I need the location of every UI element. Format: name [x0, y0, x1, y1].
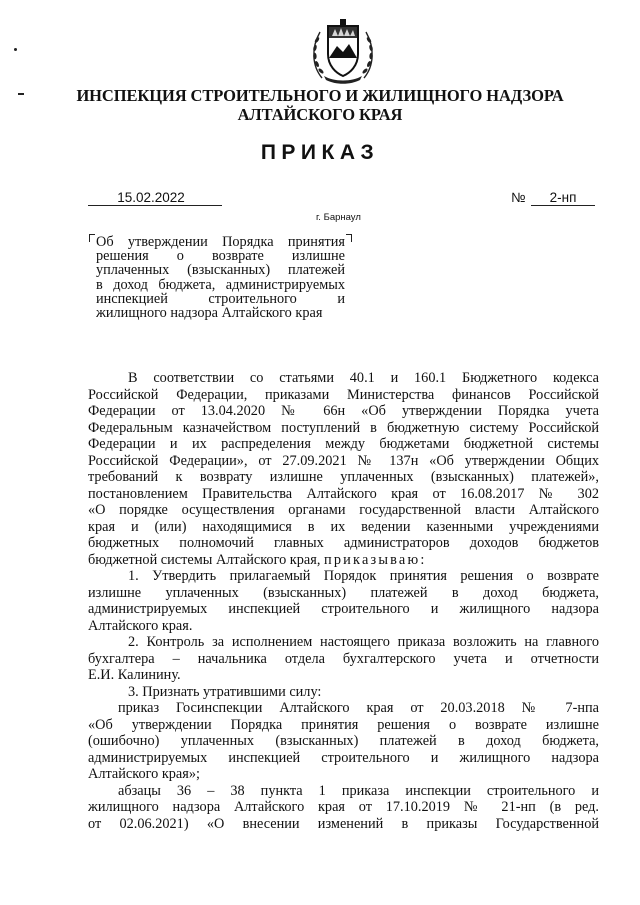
body-line: жилищного надзора Алтайского края от 17.10.2019 № 21-нп (в ред.: [88, 799, 599, 815]
order-number: 2-нп: [531, 190, 595, 206]
body-line: [88, 552, 599, 569]
order-body: [88, 370, 599, 832]
body-line: 2. Контроль за исполнением настоящего приказа возложить на главного: [128, 634, 599, 650]
body-line: абзацы 36 – 38 пункта 1 приказа инспекции строительного и: [118, 782, 599, 799]
body-line: Алтайского края»;: [88, 766, 200, 782]
organization-region: АЛТАЙСКОГО КРАЯ: [237, 105, 403, 124]
order-city: г. Барнаул: [316, 212, 361, 223]
body-line: 3. Признать утратившими силу:: [128, 683, 322, 700]
body-line: В соответствии со статьями 40.1 и 160.1 Бюджетного кодекса: [128, 370, 599, 386]
body-line: Федерации и их распределения между бюджетами бюджетной системы: [88, 436, 599, 452]
document-type-title: ПРИКАЗ: [260, 141, 380, 164]
organization-name: ИНСПЕКЦИЯ СТРОИТЕЛЬНОГО И ЖИЛИЩНОГО НАДЗОРА: [76, 86, 564, 105]
body-line: требований к возврату излишне уплаченных (взысканных) платежей»,: [88, 469, 599, 485]
body-line: Федерации от 13.04.2020 № 66н «Об утверждении Порядка учета: [88, 403, 599, 419]
body-line-text: бюджетной системы Алтайского края,: [88, 551, 321, 568]
subject-line: инспекцией строительного и: [96, 291, 345, 306]
body-line: от 02.06.2021) «О внесении изменений в приказы Государственной: [88, 815, 599, 832]
body-line: приказ Госинспекции Алтайского края от 20.03.2018 № 7-нпа: [118, 700, 599, 716]
body-line: (ошибочно) уплаченных (взысканных) платежей в доход бюджета,: [88, 733, 599, 749]
body-line: администрируемых инспекцией строительного и жилищного надзора: [88, 749, 599, 766]
body-line: администрируемых инспекцией строительного и жилищного надзора: [88, 601, 599, 617]
subject-bracket-left: [89, 234, 95, 242]
body-line: Алтайского края.: [88, 617, 193, 634]
subject-bracket-right: [346, 234, 352, 242]
order-subject: [96, 235, 345, 320]
order-number-label: №: [511, 190, 526, 205]
body-line: 1. Утвердить прилагаемый Порядок принятия решения о возврате: [128, 568, 599, 584]
subject-line: жилищного надзора Алтайского края: [96, 305, 323, 321]
body-line: излишне уплаченных (взысканных) платежей в доход бюджета,: [88, 584, 599, 601]
subject-line: в доход бюджета, администрируемых: [96, 277, 345, 292]
body-line: Российской Федерации, приказами Министерства финансов Российской: [88, 386, 599, 403]
body-line: «Об утверждении Порядка принятия решения о возврате излишне: [88, 716, 599, 733]
body-line: постановлением Правительства Алтайского края от 16.08.2017 № 302: [88, 485, 599, 502]
body-line: бюджетных полномочий главных администраторов доходов бюджетов: [88, 535, 599, 551]
subject-line: решения о возврате излишне: [96, 249, 345, 264]
body-line: Российской Федерации», от 27.09.2021 № 137н «Об утверждении Общих: [88, 452, 599, 469]
body-line: Е.И. Калинину.: [88, 667, 181, 683]
body-line: Федеральным казначейством поступлений в бюджетную систему Российской: [88, 419, 599, 436]
body-line: бухгалтера – начальника отдела бухгалтерского учета и отчетности: [88, 650, 599, 667]
coat-of-arms-icon: [308, 14, 378, 86]
subject-line: Об утверждении Порядка принятия: [96, 235, 345, 250]
order-decree-word: приказываю:: [323, 551, 427, 568]
scan-speck: [14, 48, 17, 51]
body-line: края и (или) находящимися в их ведении казенными учреждениями: [88, 518, 599, 535]
subject-line: уплаченных (взысканных) платежей: [96, 263, 345, 278]
body-line: «О порядке осуществления органами государственной власти Алтайского: [88, 502, 599, 518]
order-date: 15.02.2022: [88, 190, 222, 206]
